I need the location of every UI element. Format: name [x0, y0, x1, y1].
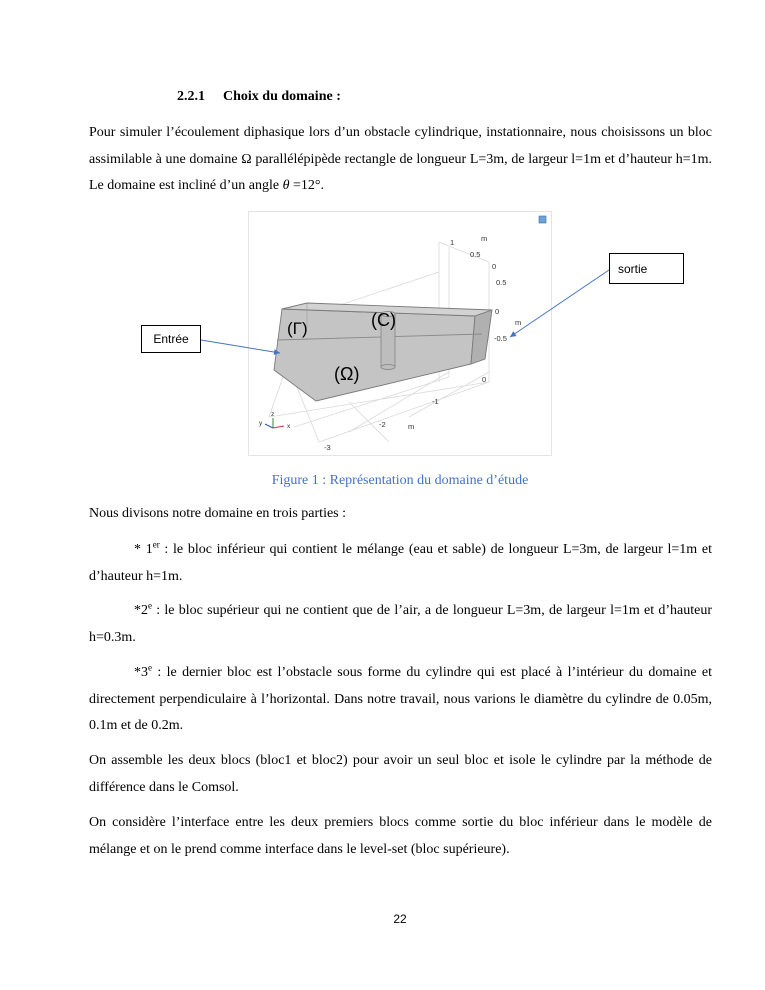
label-omega: (Ω)	[334, 364, 360, 384]
figure-caption: Figure 1 : Représentation du domaine d’étude	[271, 473, 529, 488]
svg-text:x: x	[287, 423, 291, 430]
theta-symbol: θ	[282, 178, 290, 193]
section-number: 2.2.1	[177, 89, 205, 104]
intro-text: Pour simuler l’écoulement diphasique lors d’un obstacle cylindrique, instationnaire, nous choisissons un bloc assimilable à une domaine Ω parallélépipède rectangle de longueur L=3m, de largeur l=1m et d’hauteur h=1m. Le domaine est incliné d’un angle	[89, 125, 712, 193]
page-number: 22	[393, 912, 407, 926]
svg-text:1: 1	[450, 238, 455, 247]
svg-text:0: 0	[482, 375, 487, 384]
intro-angle: =12°.	[289, 178, 324, 193]
svg-text:m: m	[515, 318, 522, 327]
svg-text:-1: -1	[432, 397, 439, 406]
label-gamma: (Γ)	[287, 319, 308, 338]
divide-paragraph: Nous divisons notre domaine en trois parties :	[89, 506, 347, 521]
svg-text:0: 0	[492, 262, 497, 271]
part2-paragraph: *2e : le bloc supérieur qui ne contient que de l’air, a de longueur L=3m, de largeur l=1m et d’hauteur h=0.3m.	[89, 600, 712, 645]
inlet-arrow	[201, 340, 280, 353]
label-c: (C)	[371, 310, 396, 330]
svg-text:0.5: 0.5	[496, 278, 507, 287]
svg-text:-3: -3	[324, 443, 331, 452]
part3-paragraph: *3e : le dernier bloc est l’obstacle sous forme du cylindre qui est placé à l’intérieur du domaine et directement perpendiculaire à l’horizontal. Dans notre travail, nous varions le diamètre du cylindre de 0.05m, 0.1m et de 0.2m.	[89, 662, 712, 733]
svg-text:-0.5: -0.5	[494, 334, 507, 343]
svg-text:z: z	[271, 411, 275, 418]
assemble-paragraph: On assemble les deux blocs (bloc1 et bloc2) pour avoir un seul bloc et isole le cylindre par la méthode de différence dans le Comsol.	[89, 753, 712, 795]
inlet-callout	[141, 325, 201, 353]
svg-text:-2: -2	[379, 420, 386, 429]
svg-text:m: m	[408, 422, 415, 431]
outlet-arrow	[510, 270, 609, 337]
interface-paragraph: On considère l’interface entre les deux premiers blocs comme sortie du bloc inférieur dans le modèle de mélange et on le prend comme interface dans le level-set (bloc supérieure).	[89, 815, 712, 857]
part1-paragraph: * 1er : le bloc inférieur qui contient le mélange (eau et sable) de longueur L=3m, de largeur l=1m et d’hauteur h=1m.	[89, 539, 713, 584]
svg-text:0: 0	[495, 307, 500, 316]
outlet-callout-text: sortie	[618, 261, 648, 276]
outlet-callout	[609, 253, 684, 284]
inlet-callout-text: Entrée	[153, 332, 189, 346]
svg-text:0.5: 0.5	[470, 250, 481, 259]
section-title: Choix du domaine :	[223, 89, 341, 104]
svg-text:m: m	[481, 234, 488, 243]
svg-text:y: y	[259, 420, 263, 427]
